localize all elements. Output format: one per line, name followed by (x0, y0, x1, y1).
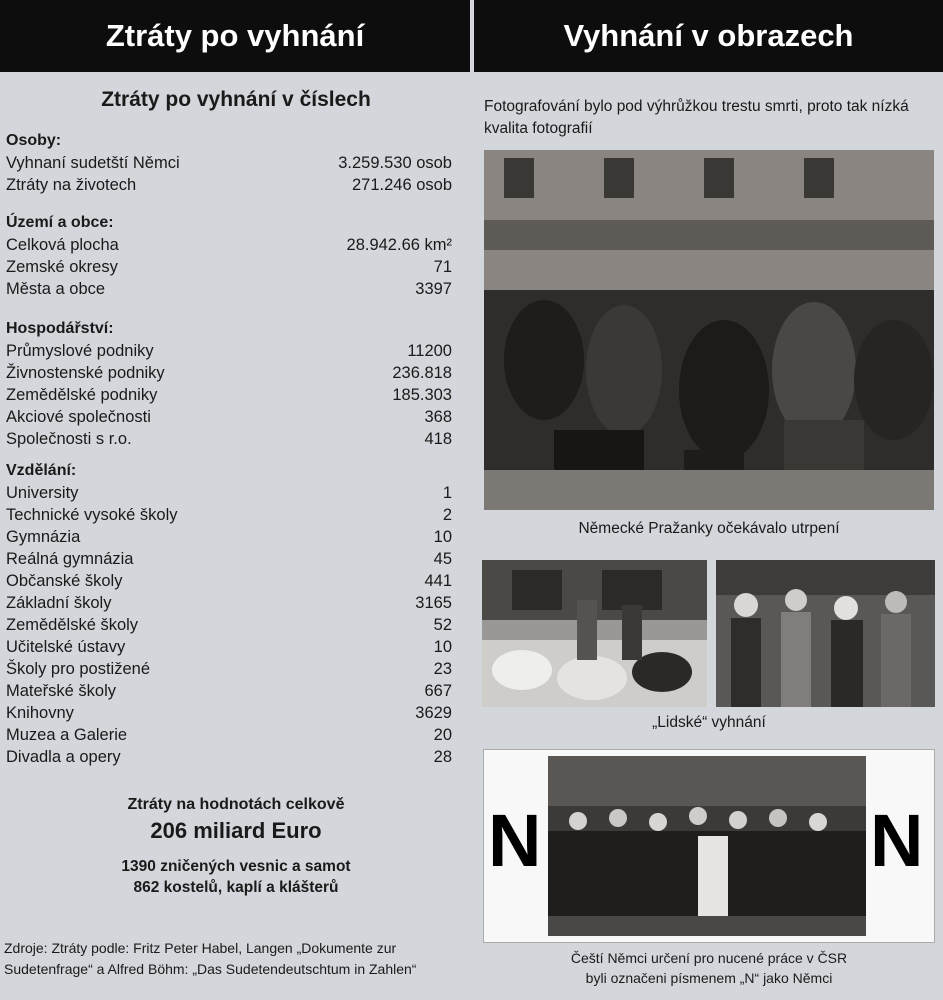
stat-value: 20 (433, 726, 452, 744)
stat-label: Zemské okresy (6, 258, 118, 276)
stat-row (6, 548, 452, 570)
stat-value: 71 (433, 258, 452, 276)
stat-row (6, 636, 452, 658)
stat-row (6, 174, 452, 196)
stat-label: Společnosti s r.o. (6, 430, 132, 448)
stat-label: Gymnázia (6, 528, 81, 546)
stat-value: 10 (433, 638, 452, 656)
stat-value: 28.942.66 km² (346, 236, 452, 254)
stat-label: Muzea a Galerie (6, 726, 128, 744)
source-note: Zdroje: Ztráty podle: Fritz Peter Habel, Langen „Dokumente zur Sudetenfrage“ a Alfred Böhm: „Das Sudetendeutschtum in Zahlen“ (4, 940, 417, 977)
stat-value: 667 (424, 682, 452, 700)
photo2-caption: „Lidské“ vyhnání (652, 714, 766, 731)
stat-row (6, 428, 452, 450)
photo4-caption (484, 948, 934, 988)
stat-label: Technické vysoké školy (6, 506, 178, 524)
stat-value: 1 (442, 484, 452, 502)
stat-label: Živnostenské podniky (6, 364, 165, 382)
section-uzemi (6, 212, 452, 300)
letter-n-right: N (870, 799, 924, 882)
stat-label: Města a obce (6, 280, 106, 298)
stat-label: Reálná gymnázia (6, 550, 134, 568)
stat-label: Divadla a opery (6, 748, 121, 766)
stat-row (6, 724, 452, 746)
stat-value: 3165 (415, 594, 452, 612)
right-banner: Vyhnání v obrazech (474, 0, 943, 72)
photo-train-platform (482, 560, 707, 707)
stat-label: Mateřské školy (6, 682, 117, 700)
right-column (472, 0, 943, 1000)
stat-row (6, 504, 452, 526)
photo1-caption: Německé Pražanky očekávalo utrpení (578, 520, 840, 537)
stat-value: 271.246 osob (351, 176, 452, 194)
totals-heading: Ztráty na hodnotách celkově (127, 796, 345, 813)
stat-value: 368 (424, 408, 452, 426)
stat-label: Školy pro postižené (6, 660, 150, 678)
stat-value: 11200 (407, 342, 452, 360)
stat-row (6, 278, 452, 300)
stat-value: 418 (424, 430, 452, 448)
totals-churches: 862 kostelů, kaplí a klášterů (133, 879, 339, 896)
stat-value: 10 (433, 528, 452, 546)
stat-row (6, 680, 452, 702)
totals-block (0, 796, 472, 898)
section-osoby (6, 130, 452, 196)
left-subtitle: Ztráty po vyhnání v číslech (101, 88, 371, 111)
section-hospodarstvi (6, 318, 452, 450)
stat-row (6, 340, 452, 362)
stat-row (6, 406, 452, 428)
stat-label: Akciové společnosti (6, 408, 151, 426)
intro-text: Fotografování bylo pod výhrůžkou trestu smrti, proto tak nízká kvalita fotografií (484, 98, 909, 137)
stat-value: 3629 (415, 704, 452, 722)
stat-value: 3397 (415, 280, 452, 298)
stat-row (6, 256, 452, 278)
stat-row (6, 384, 452, 406)
stat-row (6, 746, 452, 768)
stat-row (6, 592, 452, 614)
stat-value: 441 (424, 572, 452, 590)
stat-value: 23 (433, 660, 452, 678)
stat-value: 45 (433, 550, 452, 568)
stat-row (6, 658, 452, 680)
section-vzdelani (6, 460, 452, 768)
stat-label: Zemědělské školy (6, 616, 139, 634)
photo4-caption-line2: byli označeni písmenem „N“ jako Němci (585, 970, 833, 986)
left-banner: Ztráty po vyhnání (0, 0, 470, 72)
stat-value: 52 (433, 616, 452, 634)
stat-row (6, 234, 452, 256)
stat-row (6, 362, 452, 384)
photo4-caption-line1: Čeští Němci určení pro nucené práce v ČSR (570, 950, 848, 966)
stat-label: Ztráty na životech (6, 176, 137, 194)
stat-row (6, 526, 452, 548)
stat-value: 2 (442, 506, 452, 524)
stat-row (6, 482, 452, 504)
stat-label: Vyhnaní sudetští Němci (6, 154, 180, 172)
totals-villages: 1390 zničených vesnic a samot (121, 858, 351, 875)
stat-row (6, 702, 452, 724)
section-heading: Hospodářství: (6, 320, 114, 337)
stat-row (6, 614, 452, 636)
stat-label: Průmyslové podniky (6, 342, 154, 360)
stat-label: Občanské školy (6, 572, 123, 590)
section-heading: Osoby: (6, 132, 62, 149)
stat-value: 28 (433, 748, 452, 766)
stat-value: 236.818 (392, 364, 452, 382)
letter-n-left: N (488, 799, 542, 882)
stat-label: Zemědělské podniky (6, 386, 158, 404)
photo-prague-women (484, 150, 934, 510)
stat-row (6, 152, 452, 174)
stat-value: 185.303 (392, 386, 452, 404)
section-heading: Území a obce: (6, 214, 114, 231)
stat-label: Základní školy (6, 594, 112, 612)
stat-value: 3.259.530 osob (338, 154, 452, 172)
stat-label: Učitelské ústavy (6, 638, 126, 656)
stat-label: University (6, 484, 79, 502)
stat-label: Knihovny (6, 704, 74, 722)
group-photo (548, 756, 866, 936)
stat-label: Celková plocha (6, 236, 119, 254)
section-heading: Vzdělání: (6, 462, 77, 479)
photo-children-expelled (716, 560, 935, 707)
stat-row (6, 570, 452, 592)
photo-forced-labor (483, 749, 935, 943)
totals-amount: 206 miliard Euro (150, 818, 322, 843)
